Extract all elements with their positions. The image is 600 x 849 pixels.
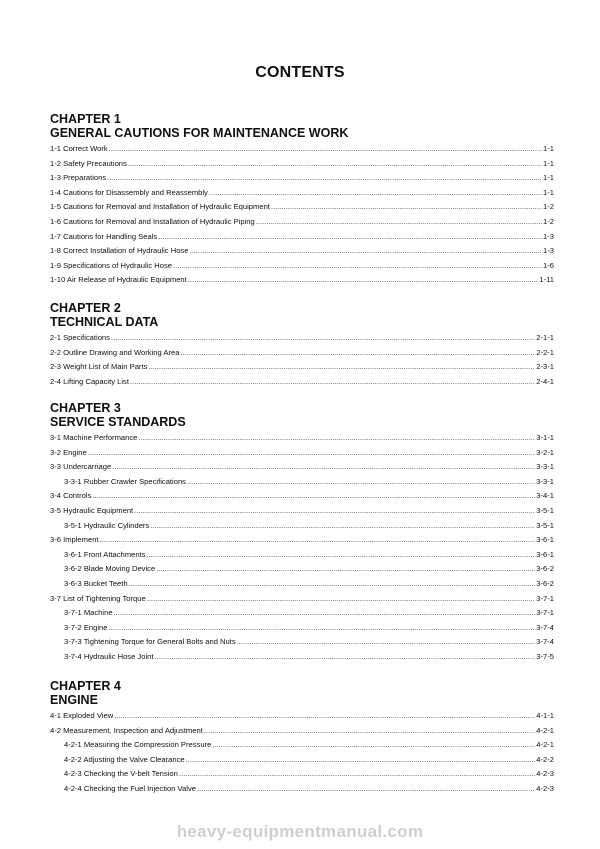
toc-entry-label: 4-2-2 Adjusting the Valve Clearance (64, 754, 185, 764)
toc-entry[interactable] (50, 592, 554, 607)
toc-entry-page: 3-5-1 (536, 505, 554, 515)
toc-entry-page: 2-4-1 (536, 376, 554, 386)
toc-entry-label: 3-2 Engine (50, 447, 87, 457)
dot-leader (146, 548, 535, 563)
toc-entry-page: 4-2-1 (536, 740, 554, 750)
chapter-2 (50, 302, 554, 389)
chapter-number: CHAPTER 3 (50, 401, 121, 415)
toc-entry-page: 3-1-1 (536, 433, 554, 442)
chapter-title: GENERAL CAUTIONS FOR MAINTENANCE WORK (50, 126, 349, 140)
toc-entry-label: 1-9 Specifications of Hydraulic Hose (50, 260, 172, 270)
toc-entry-page: 1-1 (543, 173, 554, 183)
chapter-title: TECHNICAL DATA (50, 315, 159, 329)
toc-entries (50, 431, 554, 665)
chapter-4 (50, 680, 554, 797)
toc-entry[interactable] (50, 606, 554, 621)
toc-entry-page: 1-1 (543, 144, 554, 153)
toc-entry[interactable] (50, 533, 554, 548)
toc-entry[interactable] (50, 504, 554, 519)
toc-entry-page: 4-2-3 (536, 769, 554, 779)
toc-entry-page: 1-6 (543, 260, 554, 270)
dot-leader (158, 230, 542, 245)
toc-entry[interactable] (50, 259, 554, 274)
toc-entry-label: 3-4 Controls (50, 491, 92, 501)
toc-entry[interactable] (50, 200, 554, 215)
toc-entry[interactable] (50, 724, 554, 739)
toc-entry-label: 3-5-1 Hydraulic Cylinders (64, 520, 150, 530)
toc-entry-page: 1-11 (539, 275, 554, 285)
chapter-title: SERVICE STANDARDS (50, 415, 186, 429)
chapter-3 (50, 402, 554, 665)
dot-leader (107, 171, 542, 186)
watermark-footer: heavy-equipmentmanual.com (176, 822, 424, 841)
toc-entry-label: 2-4 Lifting Capacity List (50, 376, 129, 386)
toc-entry-page: 2-3-1 (536, 362, 554, 372)
toc-entry-label: 3-7-3 Tightening Torque for General Bolts and Nuts (64, 637, 236, 647)
toc-entry[interactable] (50, 230, 554, 245)
toc-entry[interactable] (50, 171, 554, 186)
dot-leader (108, 621, 535, 636)
toc-entry[interactable] (50, 475, 554, 490)
dot-leader (186, 753, 536, 768)
toc-entry-label: 1-10 Air Release of Hydraulic Equipment (50, 275, 187, 285)
toc-entry-label: 3-7-1 Machine (64, 608, 113, 618)
dot-leader (134, 504, 535, 519)
toc-entry[interactable] (50, 767, 554, 782)
toc-entry-page: 1-1 (543, 187, 554, 197)
dot-leader (128, 157, 542, 172)
dot-leader (188, 273, 539, 288)
dot-leader (271, 200, 542, 215)
toc-entry-page: 1-3 (543, 231, 554, 241)
toc-entry[interactable] (50, 650, 554, 665)
toc-entry-page: 1-2 (543, 216, 554, 226)
chapter-number: CHAPTER 2 (50, 301, 121, 315)
toc-entry-label: 3-3-1 Rubber Crawler Specifications (64, 476, 186, 486)
dot-leader (88, 446, 536, 461)
toc-entry[interactable] (50, 142, 554, 157)
toc-entries (50, 331, 554, 389)
toc-entry-label: 2-1 Specifications (50, 333, 110, 342)
dot-leader (212, 738, 535, 753)
chapter-title: ENGINE (50, 693, 98, 707)
dot-leader (112, 460, 535, 475)
toc-entry-label: 1-1 Correct Work (50, 144, 108, 153)
toc-entry-page: 3-7-4 (536, 622, 554, 632)
toc-entry-page: 3-7-5 (536, 651, 554, 661)
dot-leader (129, 577, 536, 592)
dot-leader (114, 606, 536, 621)
dot-leader (150, 519, 535, 534)
toc-entry-page: 3-6-1 (536, 549, 554, 559)
toc-entry-label: 3-6 Implement (50, 535, 99, 545)
toc-entry-page: 3-2-1 (536, 447, 554, 457)
toc-entry-label: 3-6-1 Front Attachments (64, 549, 146, 559)
toc-entry-page: 1-2 (543, 202, 554, 212)
dot-leader (156, 562, 535, 577)
toc-entry-label: 3-5 Hydraulic Equipment (50, 505, 134, 515)
toc-entry[interactable] (50, 753, 554, 768)
toc-entry[interactable] (50, 446, 554, 461)
toc-entry[interactable] (50, 215, 554, 230)
toc-entry-page: 3-3-1 (536, 476, 554, 486)
dot-leader (130, 375, 535, 390)
toc-entry[interactable] (50, 460, 554, 475)
toc-entry[interactable] (50, 360, 554, 375)
toc-entry-page: 3-5-1 (536, 520, 554, 530)
toc-entry-label: 3-3 Undercarriage (50, 462, 112, 472)
toc-entry-label: 3-7-4 Hydraulic Hose Joint (64, 651, 154, 661)
toc-entry-label: 4-2-4 Checking the Fuel Injection Valve (64, 783, 196, 793)
toc-entry[interactable] (50, 157, 554, 172)
toc-entry[interactable] (50, 375, 554, 390)
toc-entry[interactable] (50, 738, 554, 753)
toc-entry-page: 3-6-1 (536, 535, 554, 545)
dot-leader (148, 360, 535, 375)
toc-entry-page: 4-2-2 (536, 754, 554, 764)
dot-leader (187, 475, 535, 490)
toc-entry-label: 4-2-1 Measuring the Compression Pressure (64, 740, 212, 750)
toc-entry[interactable] (50, 577, 554, 592)
chapter-number: CHAPTER 1 (50, 112, 121, 126)
toc-entry[interactable] (50, 621, 554, 636)
toc-entry-page: 2-1-1 (536, 333, 554, 342)
dot-leader (114, 709, 535, 724)
dot-leader (154, 650, 535, 665)
dot-leader (173, 259, 542, 274)
dot-leader (109, 142, 542, 157)
toc-entry-page: 3-4-1 (536, 491, 554, 501)
dot-leader (92, 489, 535, 504)
toc-entry-label: 1-6 Cautions for Removal and Installation of Hydraulic Piping (50, 216, 255, 226)
toc-entry-label: 2-3 Weight List of Main Parts (50, 362, 148, 372)
toc-entry-label: 1-2 Safety Precautions (50, 158, 127, 168)
toc-entry-label: 4-2-3 Checking the V-belt Tension (64, 769, 178, 779)
dot-leader (111, 331, 535, 346)
toc-entry-page: 3-3-1 (536, 462, 554, 472)
toc-entry[interactable] (50, 431, 554, 446)
toc-entry-page: 2-2-1 (536, 347, 554, 357)
toc-entry-page: 3-6-2 (536, 564, 554, 574)
dot-leader (189, 244, 542, 259)
toc-entry-label: 2-2 Outline Drawing and Working Area (50, 347, 180, 357)
toc-entry[interactable] (50, 562, 554, 577)
toc-entry-label: 1-8 Correct Installation of Hydraulic Hose (50, 246, 189, 256)
toc-entry-label: 3-1 Machine Performance (50, 433, 138, 442)
dot-leader (179, 767, 535, 782)
dot-leader (237, 635, 536, 650)
toc-entry-page: 4-2-1 (536, 725, 554, 735)
toc-entries (50, 709, 554, 797)
toc-entry-label: 3-7 List of Tightening Torque (50, 593, 146, 603)
page-title: CONTENTS (255, 64, 345, 81)
dot-leader (204, 724, 535, 739)
toc-entry-label: 1-7 Cautions for Handling Seals (50, 231, 158, 241)
toc-entry[interactable] (50, 635, 554, 650)
dot-leader (209, 186, 542, 201)
toc-entry-page: 3-6-2 (536, 578, 554, 588)
toc-entry-page: 4-1-1 (536, 711, 554, 720)
toc-entry[interactable] (50, 331, 554, 346)
toc-entry[interactable] (50, 273, 554, 288)
toc-entry-page: 3-7-1 (536, 593, 554, 603)
dot-leader (256, 215, 542, 230)
toc-entry-label: 4-2 Measurement, Inspection and Adjustment (50, 725, 203, 735)
chapter-number: CHAPTER 4 (50, 679, 121, 693)
toc-entry[interactable] (50, 244, 554, 259)
toc-entry-label: 3-6-2 Blade Moving Device (64, 564, 156, 574)
chapter-1 (50, 113, 554, 288)
toc-entry[interactable] (50, 346, 554, 361)
toc-entry-page: 1-3 (543, 246, 554, 256)
toc-entry-label: 1-5 Cautions for Removal and Installation of Hydraulic Equipment (50, 202, 270, 212)
toc-entries (50, 142, 554, 288)
toc-entry-page: 4-2-3 (536, 783, 554, 793)
toc-entry[interactable] (50, 519, 554, 534)
toc-entry-page: 3-7-1 (536, 608, 554, 618)
toc-entry[interactable] (50, 782, 554, 797)
dot-leader (147, 592, 536, 607)
toc-entry[interactable] (50, 489, 554, 504)
dot-leader (180, 346, 535, 361)
toc-entry-label: 3-7-2 Engine (64, 622, 108, 632)
toc-entry[interactable] (50, 548, 554, 563)
dot-leader (197, 782, 535, 797)
toc-entry-label: 3-6-3 Bucket Teeth (64, 578, 128, 588)
toc-entry-page: 3-7-4 (536, 637, 554, 647)
toc-entry-label: 4-1 Exploded View (50, 711, 114, 720)
toc-entry[interactable] (50, 186, 554, 201)
dot-leader (100, 533, 536, 548)
toc-entry-label: 1-3 Preparations (50, 173, 107, 183)
toc-entry-label: 1-4 Cautions for Disassembly and Reassembly (50, 187, 208, 197)
toc-entry-page: 1-1 (543, 158, 554, 168)
toc-entry[interactable] (50, 709, 554, 724)
dot-leader (138, 431, 535, 446)
